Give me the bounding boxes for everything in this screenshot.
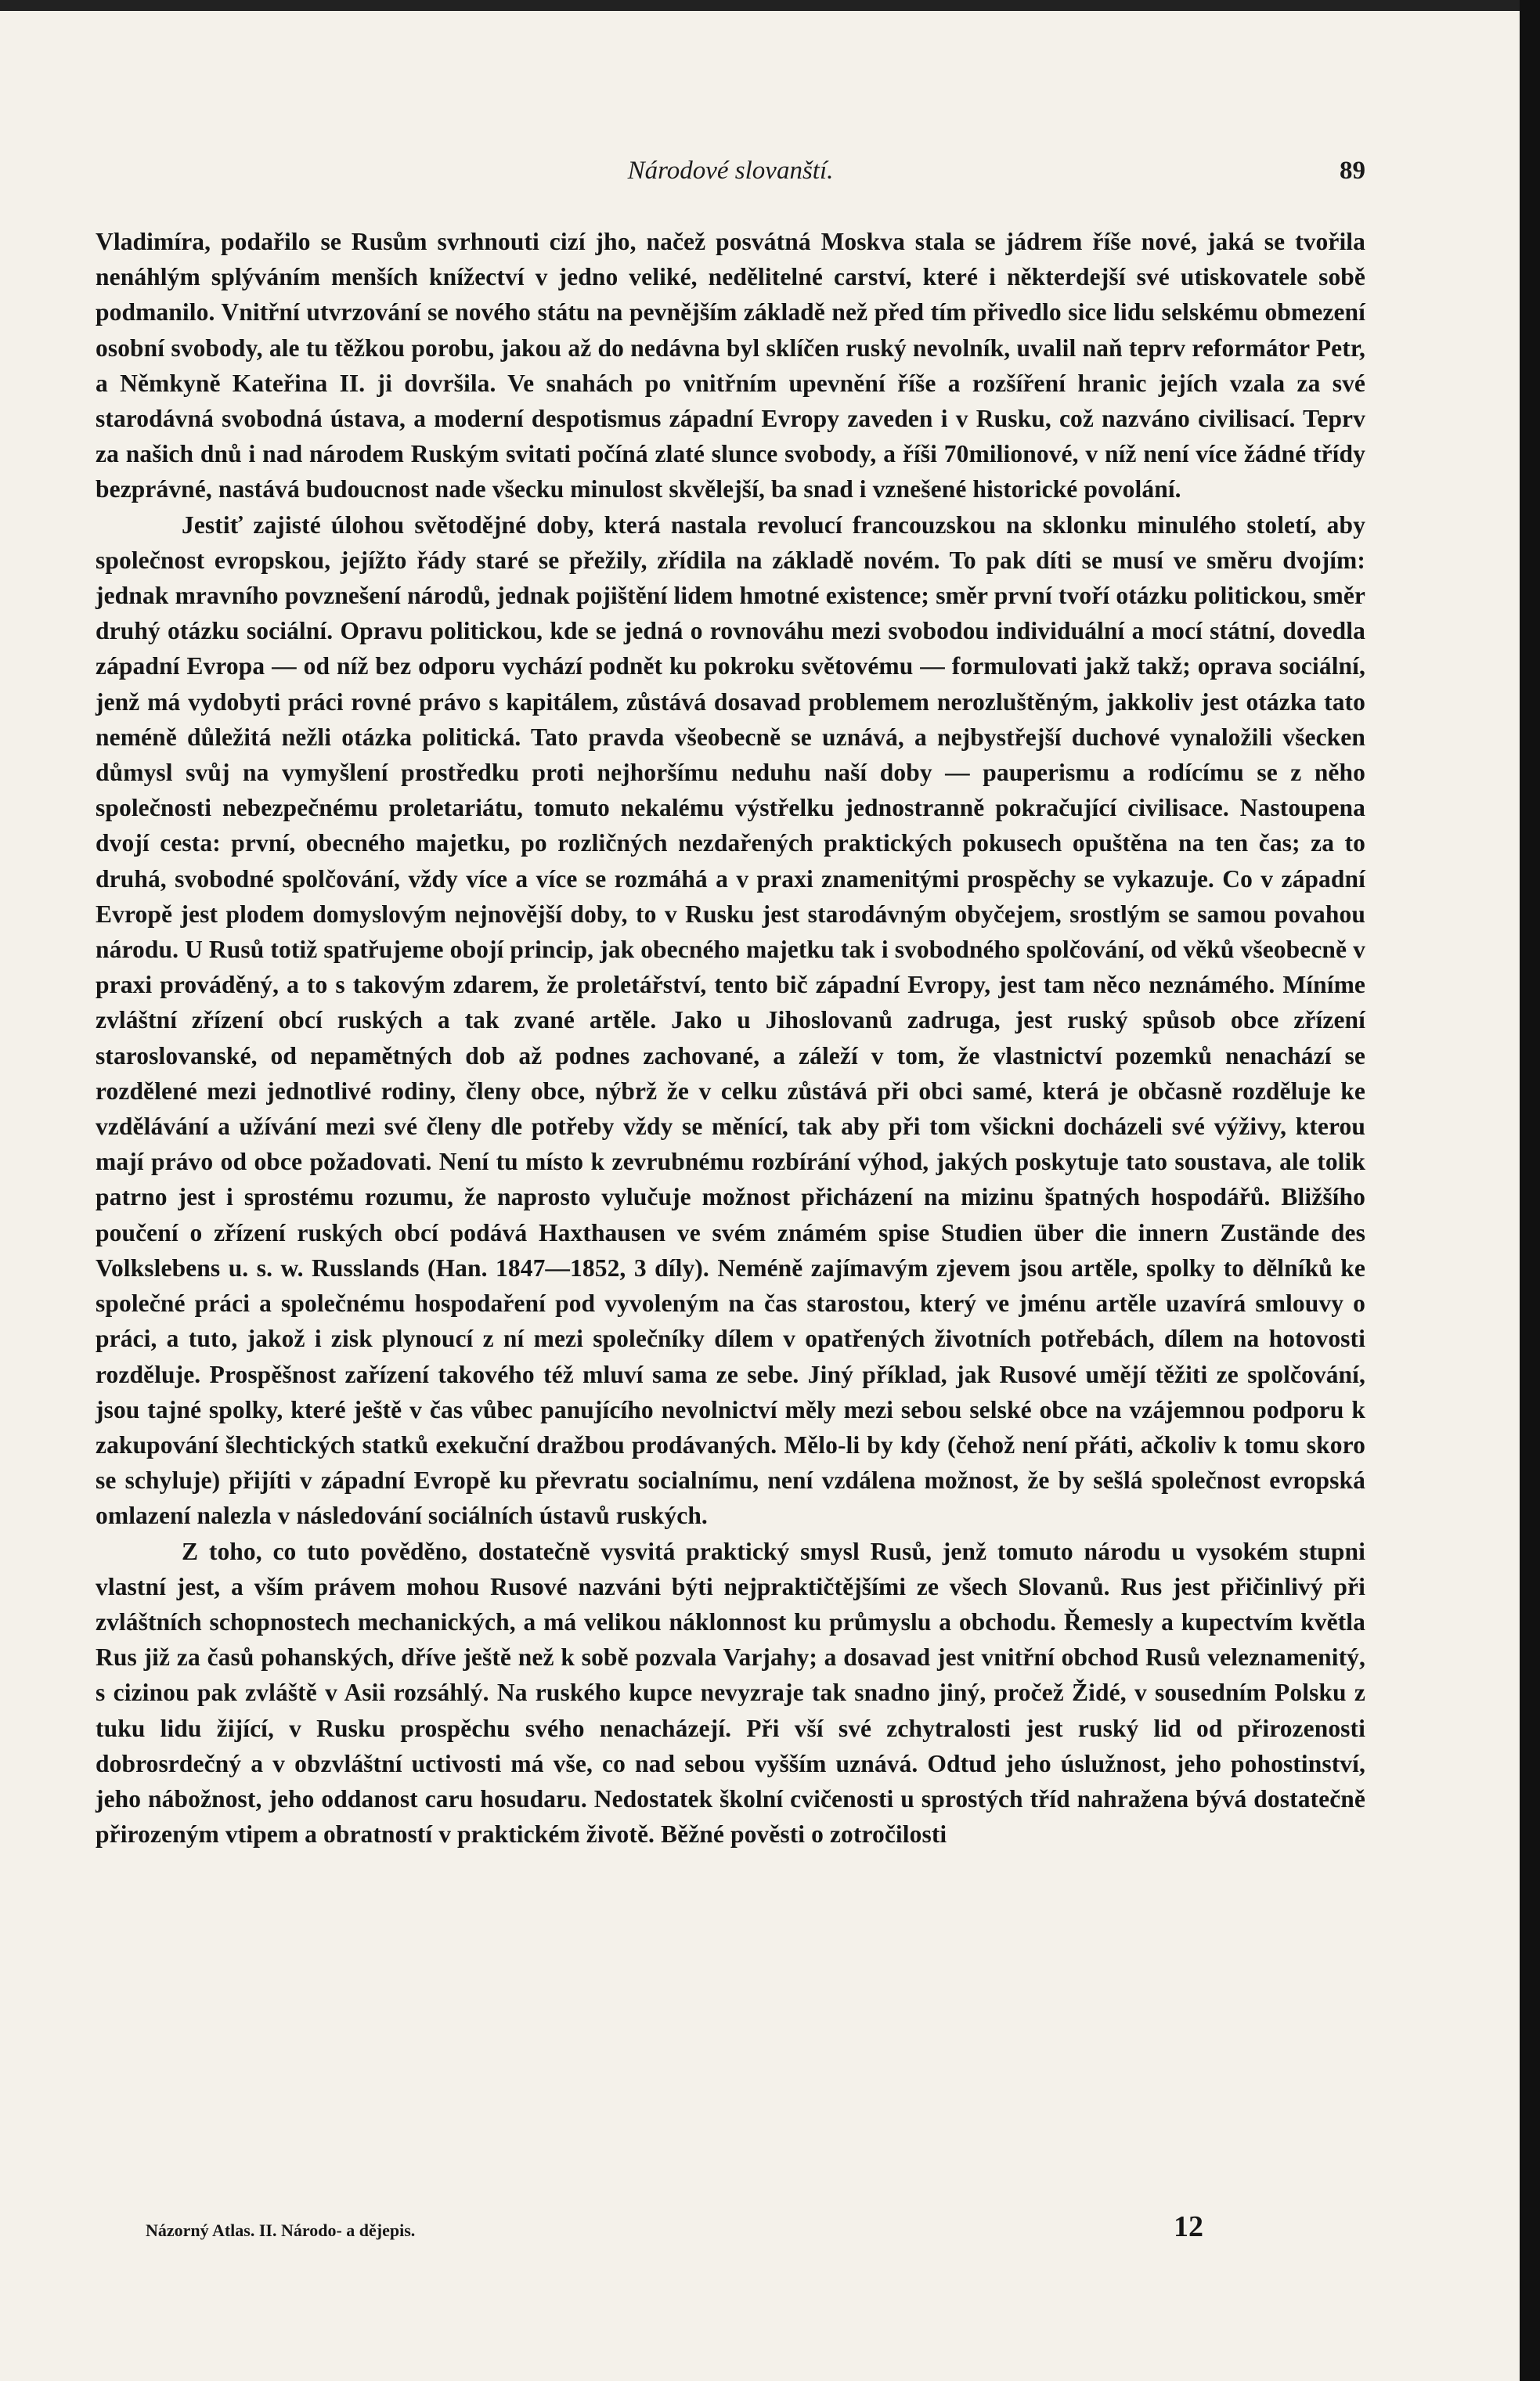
scan-edge-top	[0, 0, 1540, 11]
running-title: Národové slovanští.	[627, 157, 834, 185]
sheet-signature: 12	[1174, 2210, 1203, 2243]
page-footer	[146, 2210, 1242, 2249]
body-text	[96, 224, 1365, 1852]
paragraph-3: Z toho, co tuto pověděno, dostatečně vysvitá praktický smysl Rusů, jenž tomuto národu u vysokém stupni vlastní jest, a vším právem mohou Rusové nazváni býti nejpraktičtějšími ze všech Slovanů. Rus jest přičinlivý při zvláštních schopnostech mechanických, a má velikou náklonnost ku průmyslu a obchodu. Řemesly a kupectvím květla Rus již za časů pohanských, dříve ještě než k sobě pozvala Varjahy; a dosavad jest vnitřní obchod Rusů veleznamenitý, s cizinou pak zvláště v Asii rozsáhlý. Na ruského kupce nevyzraje tak snadno jiný, pročež Židé, v sousedním Polsku z tuku lidu žijící, v Rusku prospěchu svého nenacházejí. Při vší své zchytralosti jest ruský lid od přirozenosti dobrosrdečný a v obzvláštní uctivosti má vše, co nad sebou vyšším uznává. Odtud jeho úslužnost, jeho pohostinství, jeho nábožnost, jeho oddanost caru hosudaru. Nedostatek školní cvičenosti u sprostých tříd nahražena bývá dostatečně přirozeným vtipem a obratností v praktickém životě. Běžné pověsti o zotročilosti	[96, 1537, 1365, 1849]
footer-source: Názorný Atlas. II. Národo- a dějepis.	[146, 2220, 416, 2240]
paragraph-1: Vladimíra, podařilo se Rusům svrhnouti cizí jho, načež posvátná Moskva stala se jádrem říše nové, jaká se tvořila nenáhlým splýváním menších knížectví v jedno veliké, nedělitelné carství, které i některdejší své utiskovatele sobě podmanilo. Vnitřní utvrzování se nového státu na pevnějším základě než před tím přivedlo sice lidu selskému obmezení osobní svobody, ale tu těžkou porobu, jakou až do nedávna byl sklíčen ruský nevolník, uvalil naň teprv reformátor Petr, a Němkyně Kateřina II. ji dovršila. Ve snahách po vnitřním upevnění říše a rozšíření hranic jejích vzala za své starodávná svobodná ústava, a moderní despotismus západní Evropy zaveden i v Rusku, což nazváno civilisací. Teprv za našich dnů i nad národem Ruským svitati počíná zlaté slunce svobody, a říši 70milionové, v níž není více žádné třídy bezprávné, nastává budoucnost nade všecku minulost skvělejší, ba snad i vznešené historické povolání.	[96, 228, 1365, 503]
scan-edge-right	[1520, 0, 1540, 2381]
page-header	[96, 157, 1365, 196]
page-number: 89	[1340, 157, 1365, 185]
paragraph-2: Jestiť zajisté úlohou světodějné doby, která nastala revolucí francouzskou na sklonku minulého století, aby společnost evropskou, jejížto řády staré se přežily, zřídila na základě novém. To pak díti se musí ve směru dvojím: jednak mravního povznešení národů, jednak pojištění lidem hmotné existence; směr první tvoří otázku politickou, směr druhý otázku sociální. Opravu politickou, kde se jedná o rovnováhu mezi svobodou individuální a mocí státní, dovedla západní Evropa — od níž bez odporu vychází podnět ku pokroku světovému — formulovati jakž takž; oprava sociální, jenž má vydobyti práci rovné právo s kapitálem, zůstává dosavad problemem nerozluštěným, jakkoliv jest otázka tato neméně důležitá nežli otázka politická. Tato pravda všeobecně se uznává, a nejbystřejší duchové vynaložili všecken důmysl svůj na vymyšlení prostředku proti nejhoršímu neduhu naší doby — pauperismu a rodícímu se z něho společnosti nebezpečnému proletariátu, tomuto nekalému výstřelku jednostranně pokračující civilisace. Nastoupena dvojí cesta: první, obecného majetku, po rozličných nezdařených praktických pokusech opuštěna na ten čas; za to druhá, svobodné spolčování, vždy více a více se rozmáhá a v praxi znamenitými prospěchy se vykazuje. Co v západní Evropě jest plodem domyslovým nejnovější doby, to v Rusku jest starodávným obyčejem, srostlým se samou povahou národu. U Rusů totiž spatřujeme obojí princip, jak obecného majetku tak i svobodného spolčování, od věků všeobecně v praxi prováděný, a to s takovým zdarem, že proletářství, tento bič západní Evropy, jest tam něco neznámého. Míníme zvláštní zřízení obcí ruských a tak zvané artěle. Jako u Jihoslovanů zadruga, jest ruský spůsob obce zřízení staroslovanské, od nepamětných dob až podnes zachované, a záleží v tom, že vlastnictví pozemků nenachází se rozdělené mezi jednotlivé rodiny, členy obce, nýbrž že v celku zůstává při obci samé, která je občasně rozděluje ke vzdělávání a užívání mezi své členy dle potřeby vždy se měnící, tak aby při tom všickni docházeli své výživy, kterou mají právo od obce požadovati. Není tu místo k zevrubnému rozbírání výhod, jakých poskytuje tato soustava, ale tolik patrno jest i sprostému rozumu, že naprosto vylučuje možnost přicházení na mizinu špatných hospodářů. Bližšího poučení o zřízení ruských obcí podává Haxthausen ve svém známém spise Studien über die innern Zustände des Volkslebens u. s. w. Russlands (Han. 1847—1852, 3 díly). Neméně zajímavým zjevem jsou artěle, spolky to dělníků ke společné práci a společnému hospodaření pod vyvoleným na čas starostou, který ve jménu artěle uzavírá smlouvy o práci, a tuto, jakož i zisk plynoucí z ní mezi společníky dílem v opatřených životních potřebách, dílem na hotovosti rozděluje. Prospěšnost zařízení takového též mluví sama ze sebe. Jiný příklad, jak Rusové umějí těžiti ze spolčování, jsou tajné spolky, které ještě v čas vůbec panujícího nevolnictví měly mezi sebou selské obce na vzájemnou podporu k zakupování šlechtických statků exekuční dražbou prodávaných. Mělo-li by kdy (čehož není přáti, ačkoliv k tomu skoro se schyluje) přijíti v západní Evropě ku převratu socialnímu, není vzdálena možnost, že by sešlá společnost evropská omlazení nalezla v následování sociálních ústavů ruských.	[96, 510, 1365, 1530]
